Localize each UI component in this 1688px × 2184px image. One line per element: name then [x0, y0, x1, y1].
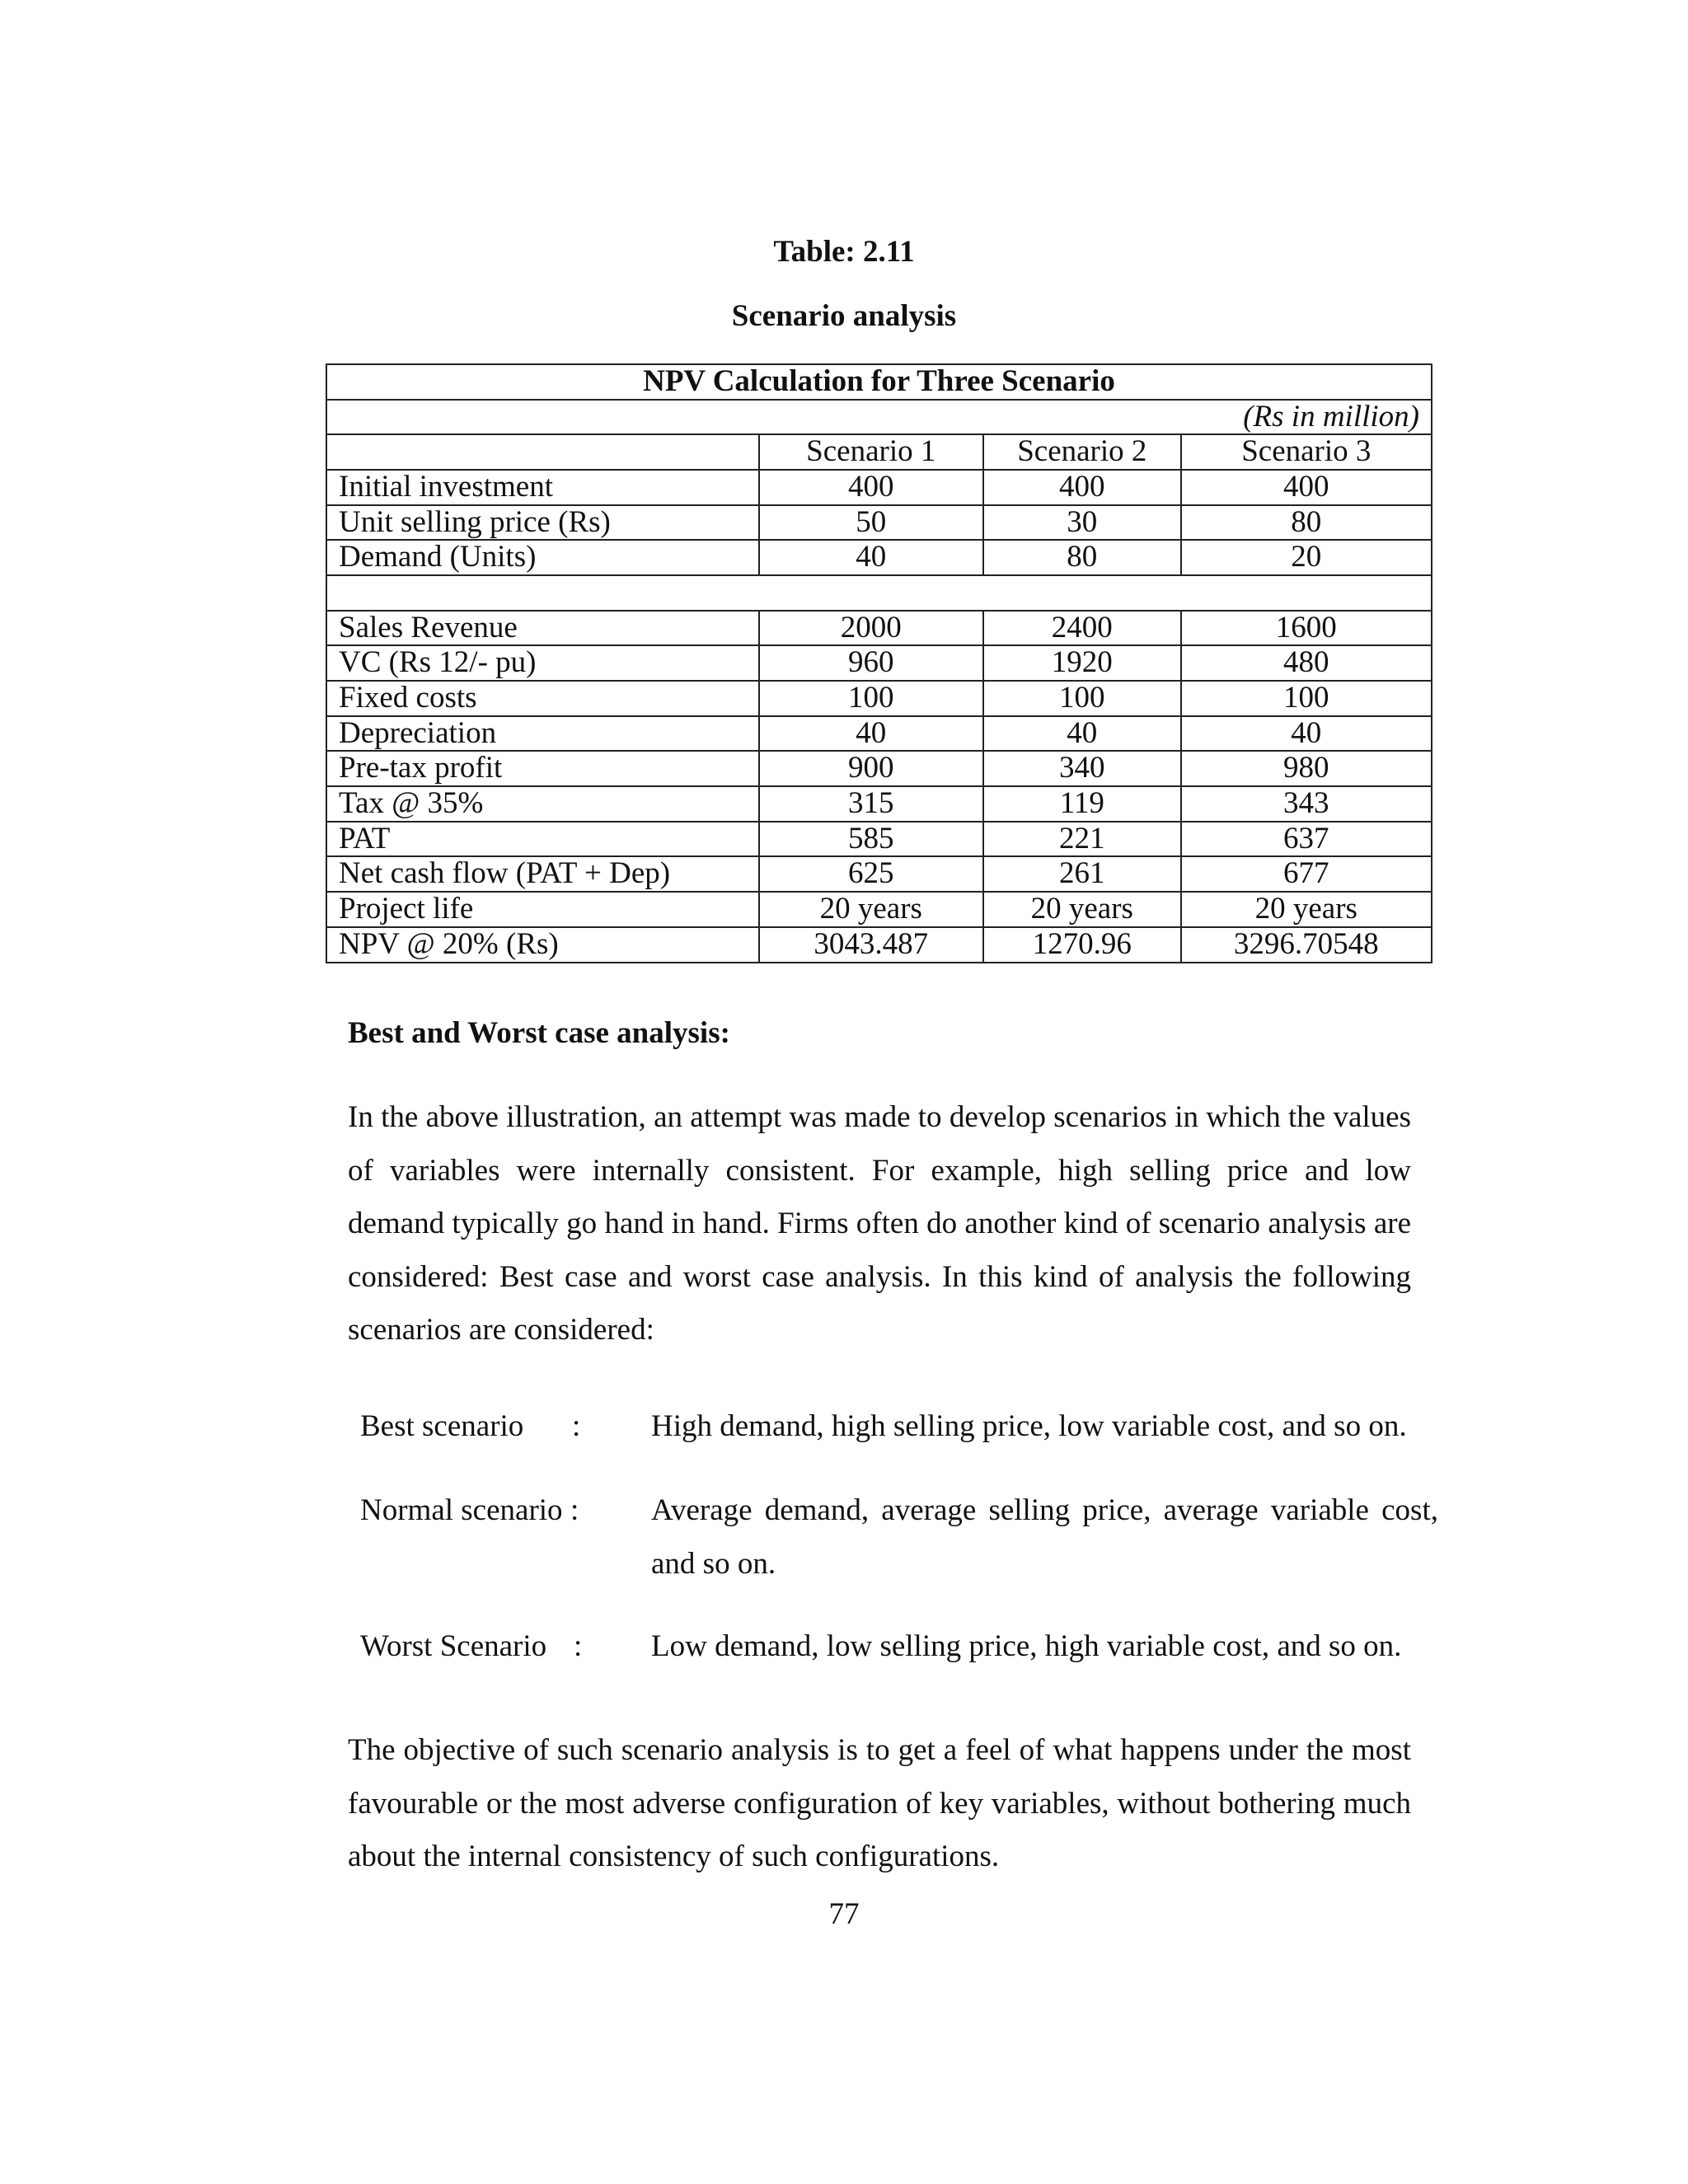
cell-value: 343 — [1181, 786, 1432, 822]
row-label: Project life — [326, 892, 759, 927]
row-label: Sales Revenue — [326, 611, 759, 646]
row-label: Unit selling price (Rs) — [326, 505, 759, 541]
cell-value: 40 — [759, 540, 983, 575]
cell-value: 677 — [1181, 856, 1432, 892]
row-label: Demand (Units) — [326, 540, 759, 575]
table-header-row — [326, 434, 1432, 470]
cell-value: 261 — [983, 856, 1181, 892]
row-label: NPV @ 20% (Rs) — [326, 927, 759, 963]
cell-value: 3296.70548 — [1181, 927, 1432, 963]
table-row — [326, 751, 1432, 786]
npv-table — [326, 363, 1432, 963]
header-blank-cell — [326, 434, 759, 470]
row-label: Initial investment — [326, 470, 759, 505]
scenario-colon: : — [574, 1629, 583, 1663]
cell-value: 20 years — [983, 892, 1181, 927]
column-header: Scenario 2 — [983, 434, 1181, 470]
scenario-label-normal: Normal scenario — [360, 1493, 563, 1527]
cell-value: 1270.96 — [983, 927, 1181, 963]
cell-value: 80 — [1181, 505, 1432, 541]
row-label: Tax @ 35% — [326, 786, 759, 822]
table-row — [326, 927, 1432, 963]
cell-value: 100 — [759, 681, 983, 716]
cell-value: 40 — [983, 716, 1181, 752]
paragraph-objective: The objective of such scenario analysis is to get a feel of what happens under the most favourable or the most adverse configuration of key variables, without bothering much about the internal consistency of such configurations. — [348, 1733, 1411, 1873]
cell-value: 50 — [759, 505, 983, 541]
cell-value: 980 — [1181, 751, 1432, 786]
column-header: Scenario 1 — [759, 434, 983, 470]
table-row — [326, 892, 1432, 927]
cell-value: 80 — [983, 540, 1181, 575]
cell-value: 30 — [983, 505, 1181, 541]
table-row — [326, 645, 1432, 681]
table-row — [326, 856, 1432, 892]
scenario-label-worst: Worst Scenario — [360, 1629, 547, 1663]
scenario-text-worst: Low demand, low selling price, high variable cost, and so on. — [651, 1629, 1402, 1663]
cell-value: 2000 — [759, 611, 983, 646]
cell-value: 400 — [759, 470, 983, 505]
cell-value: 2400 — [983, 611, 1181, 646]
cell-value: 480 — [1181, 645, 1432, 681]
cell-value: 315 — [759, 786, 983, 822]
table-row — [326, 822, 1432, 857]
section-heading: Best and Worst case analysis: — [348, 1016, 730, 1050]
table-row — [326, 505, 1432, 541]
cell-value: 340 — [983, 751, 1181, 786]
cell-value: 400 — [1181, 470, 1432, 505]
table-row — [326, 611, 1432, 646]
table-row — [326, 786, 1432, 822]
table-title: NPV Calculation for Three Scenario — [326, 364, 1432, 400]
scenario-colon: : — [572, 1409, 581, 1443]
table-subtitle: Scenario analysis — [731, 299, 957, 333]
column-header: Scenario 3 — [1181, 434, 1432, 470]
row-label: Pre-tax profit — [326, 751, 759, 786]
cell-value: 1920 — [983, 645, 1181, 681]
scenario-text-best: High demand, high selling price, low variable cost, and so on. — [651, 1409, 1407, 1443]
row-label: Net cash flow (PAT + Dep) — [326, 856, 759, 892]
table-title-row — [326, 364, 1432, 400]
cell-value: 20 years — [759, 892, 983, 927]
row-label: PAT — [326, 822, 759, 857]
row-label: Fixed costs — [326, 681, 759, 716]
page-number: 77 — [828, 1897, 860, 1931]
cell-value: 585 — [759, 822, 983, 857]
table-spacer-row — [326, 575, 1432, 611]
paragraph-intro: In the above illustration, an attempt was made to develop scenarios in which the values of variables were internally consistent. For example, high selling price and low demand typically go hand in hand. Firms often do another kind of scenario analysis are considered: Best case and worst case analysis. In this kind of analysis the following scenarios are considered: — [348, 1100, 1411, 1347]
table-row — [326, 470, 1432, 505]
cell-value: 637 — [1181, 822, 1432, 857]
scenario-text-normal: Average demand, average selling price, average variable cost, and so on. — [651, 1493, 1438, 1581]
cell-value: 625 — [759, 856, 983, 892]
table-row — [326, 716, 1432, 752]
cell-value: 400 — [983, 470, 1181, 505]
cell-value: 900 — [759, 751, 983, 786]
scenario-colon: : — [570, 1493, 579, 1527]
table-caption: Table: 2.11 — [773, 235, 915, 269]
cell-value: 221 — [983, 822, 1181, 857]
cell-value: 119 — [983, 786, 1181, 822]
npv-table-body — [326, 364, 1432, 963]
cell-value: 1600 — [1181, 611, 1432, 646]
cell-value: 100 — [983, 681, 1181, 716]
cell-value: 20 — [1181, 540, 1432, 575]
cell-value: 40 — [759, 716, 983, 752]
table-row — [326, 681, 1432, 716]
cell-value: 40 — [1181, 716, 1432, 752]
cell-value: 100 — [1181, 681, 1432, 716]
scenario-label-best: Best scenario — [360, 1409, 524, 1443]
table-row — [326, 540, 1432, 575]
spacer-cell — [326, 575, 1432, 611]
cell-value: 960 — [759, 645, 983, 681]
cell-value: 3043.487 — [759, 927, 983, 963]
cell-value: 20 years — [1181, 892, 1432, 927]
row-label: VC (Rs 12/- pu) — [326, 645, 759, 681]
table-unit-row — [326, 400, 1432, 435]
row-label: Depreciation — [326, 716, 759, 752]
unit-note: (Rs in million) — [326, 400, 1432, 435]
